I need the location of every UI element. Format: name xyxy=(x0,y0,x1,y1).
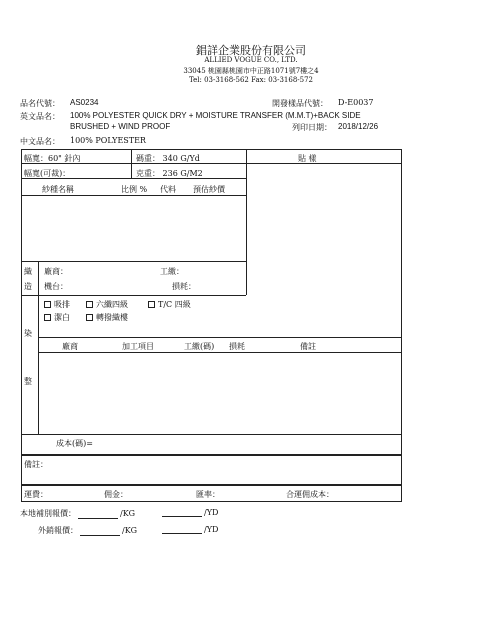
export-yd-row: /YD xyxy=(160,525,218,534)
width-label: 幅寬：60" 針內 xyxy=(24,154,81,163)
remark-label: 備註： xyxy=(24,460,48,469)
print-date-value: 2018/12/26 xyxy=(338,122,379,131)
cost-label: 成本(碼)= xyxy=(56,439,93,448)
yarn-name-header: 紗種名稱 xyxy=(42,185,74,194)
dye-note-header: 備註 xyxy=(300,342,316,351)
checkbox-icon[interactable] xyxy=(44,314,51,321)
option-transfer[interactable]: 轉撥織樓 xyxy=(86,312,128,323)
en-name-value-2: BRUSHED + WIND PROOF xyxy=(70,122,171,131)
dye-loss-header: 損耗 xyxy=(229,342,245,351)
yarn-ratio-header: 比例 % xyxy=(121,185,148,194)
exchange-rate-label: 匯率： xyxy=(196,490,220,499)
company-address: 33045 桃園縣桃園市中正路1071號7樓之4 xyxy=(183,67,319,75)
yarn-cost-header: 代料 xyxy=(160,185,176,194)
company-contact: Tel: 03-3168-562 Fax: 03-3168-572 xyxy=(188,76,314,84)
dye-vendor-header: 廠商 xyxy=(62,342,78,351)
zh-name-label: 中文品名： xyxy=(20,137,60,146)
dye-side-1: 染 xyxy=(24,329,32,338)
product-code-label: 品名代號： xyxy=(20,99,60,108)
yarn-price-header: 預估紗價 xyxy=(193,185,225,194)
weave-side-1: 織 xyxy=(24,267,32,276)
gram-weight-label: 克重： 236 G/M2 xyxy=(136,169,203,178)
local-kg-field[interactable] xyxy=(78,510,118,519)
local-yd-row: /YD xyxy=(160,508,218,517)
usable-width-label: 幅寬(可裁)： xyxy=(24,169,71,178)
option-six-fiber[interactable]: 六纖四級 xyxy=(86,299,128,310)
zh-name-value: 100% POLYESTER xyxy=(70,136,146,145)
commission-label: 佣金： xyxy=(104,490,128,499)
export-kg-field[interactable] xyxy=(80,527,120,536)
option-white[interactable]: 潔白 xyxy=(44,312,70,323)
company-name-en: ALLIED VOGUE CO., LTD. xyxy=(204,56,298,64)
company-name-zh: 錩詳企業股份有限公司 xyxy=(196,44,306,57)
checkbox-icon[interactable] xyxy=(86,301,93,308)
dev-code-label: 開發樣品代號： xyxy=(272,99,328,108)
weave-side-2: 造 xyxy=(24,282,32,291)
freight-label: 運費： xyxy=(24,490,48,499)
local-yd-field[interactable] xyxy=(162,508,202,517)
export-price-row: 外銷報價： /KG xyxy=(38,526,138,535)
export-yd-field[interactable] xyxy=(162,525,202,534)
en-name-label: 英文品名： xyxy=(20,112,60,121)
product-code-value: AS0234 xyxy=(70,98,99,107)
sample-label: 貼 樣 xyxy=(298,154,317,163)
weave-loss-label: 損耗： xyxy=(172,282,196,291)
yard-weight-label: 碼重： 340 G/Yd xyxy=(136,154,200,163)
checkbox-icon[interactable] xyxy=(86,314,93,321)
option-tc-grade[interactable]: T/C 四級 xyxy=(148,299,191,310)
weave-factory-label: 廠商： xyxy=(44,267,68,276)
total-cost-label: 合運佣成本： xyxy=(286,490,334,499)
dye-side-2: 整 xyxy=(24,377,32,386)
checkbox-icon[interactable] xyxy=(44,301,51,308)
local-price-row: 本地補別報價： /KG xyxy=(20,509,136,518)
weave-fee-label: 工繳： xyxy=(160,267,184,276)
weave-machine-label: 機台： xyxy=(44,282,68,291)
print-date-label: 列印日期： xyxy=(292,123,332,132)
remark-box xyxy=(21,455,402,485)
option-wicking[interactable]: 吸排 xyxy=(44,299,70,310)
dye-process-header: 加工項目 xyxy=(122,342,154,351)
dye-fee-header: 工繳(碼) xyxy=(184,342,215,351)
dev-code-value: D-E0037 xyxy=(338,98,374,107)
en-name-value-1: 100% POLYESTER QUICK DRY + MOISTURE TRANSFER (M.M.T)+BACK SIDE xyxy=(70,111,361,120)
checkbox-icon[interactable] xyxy=(148,301,155,308)
